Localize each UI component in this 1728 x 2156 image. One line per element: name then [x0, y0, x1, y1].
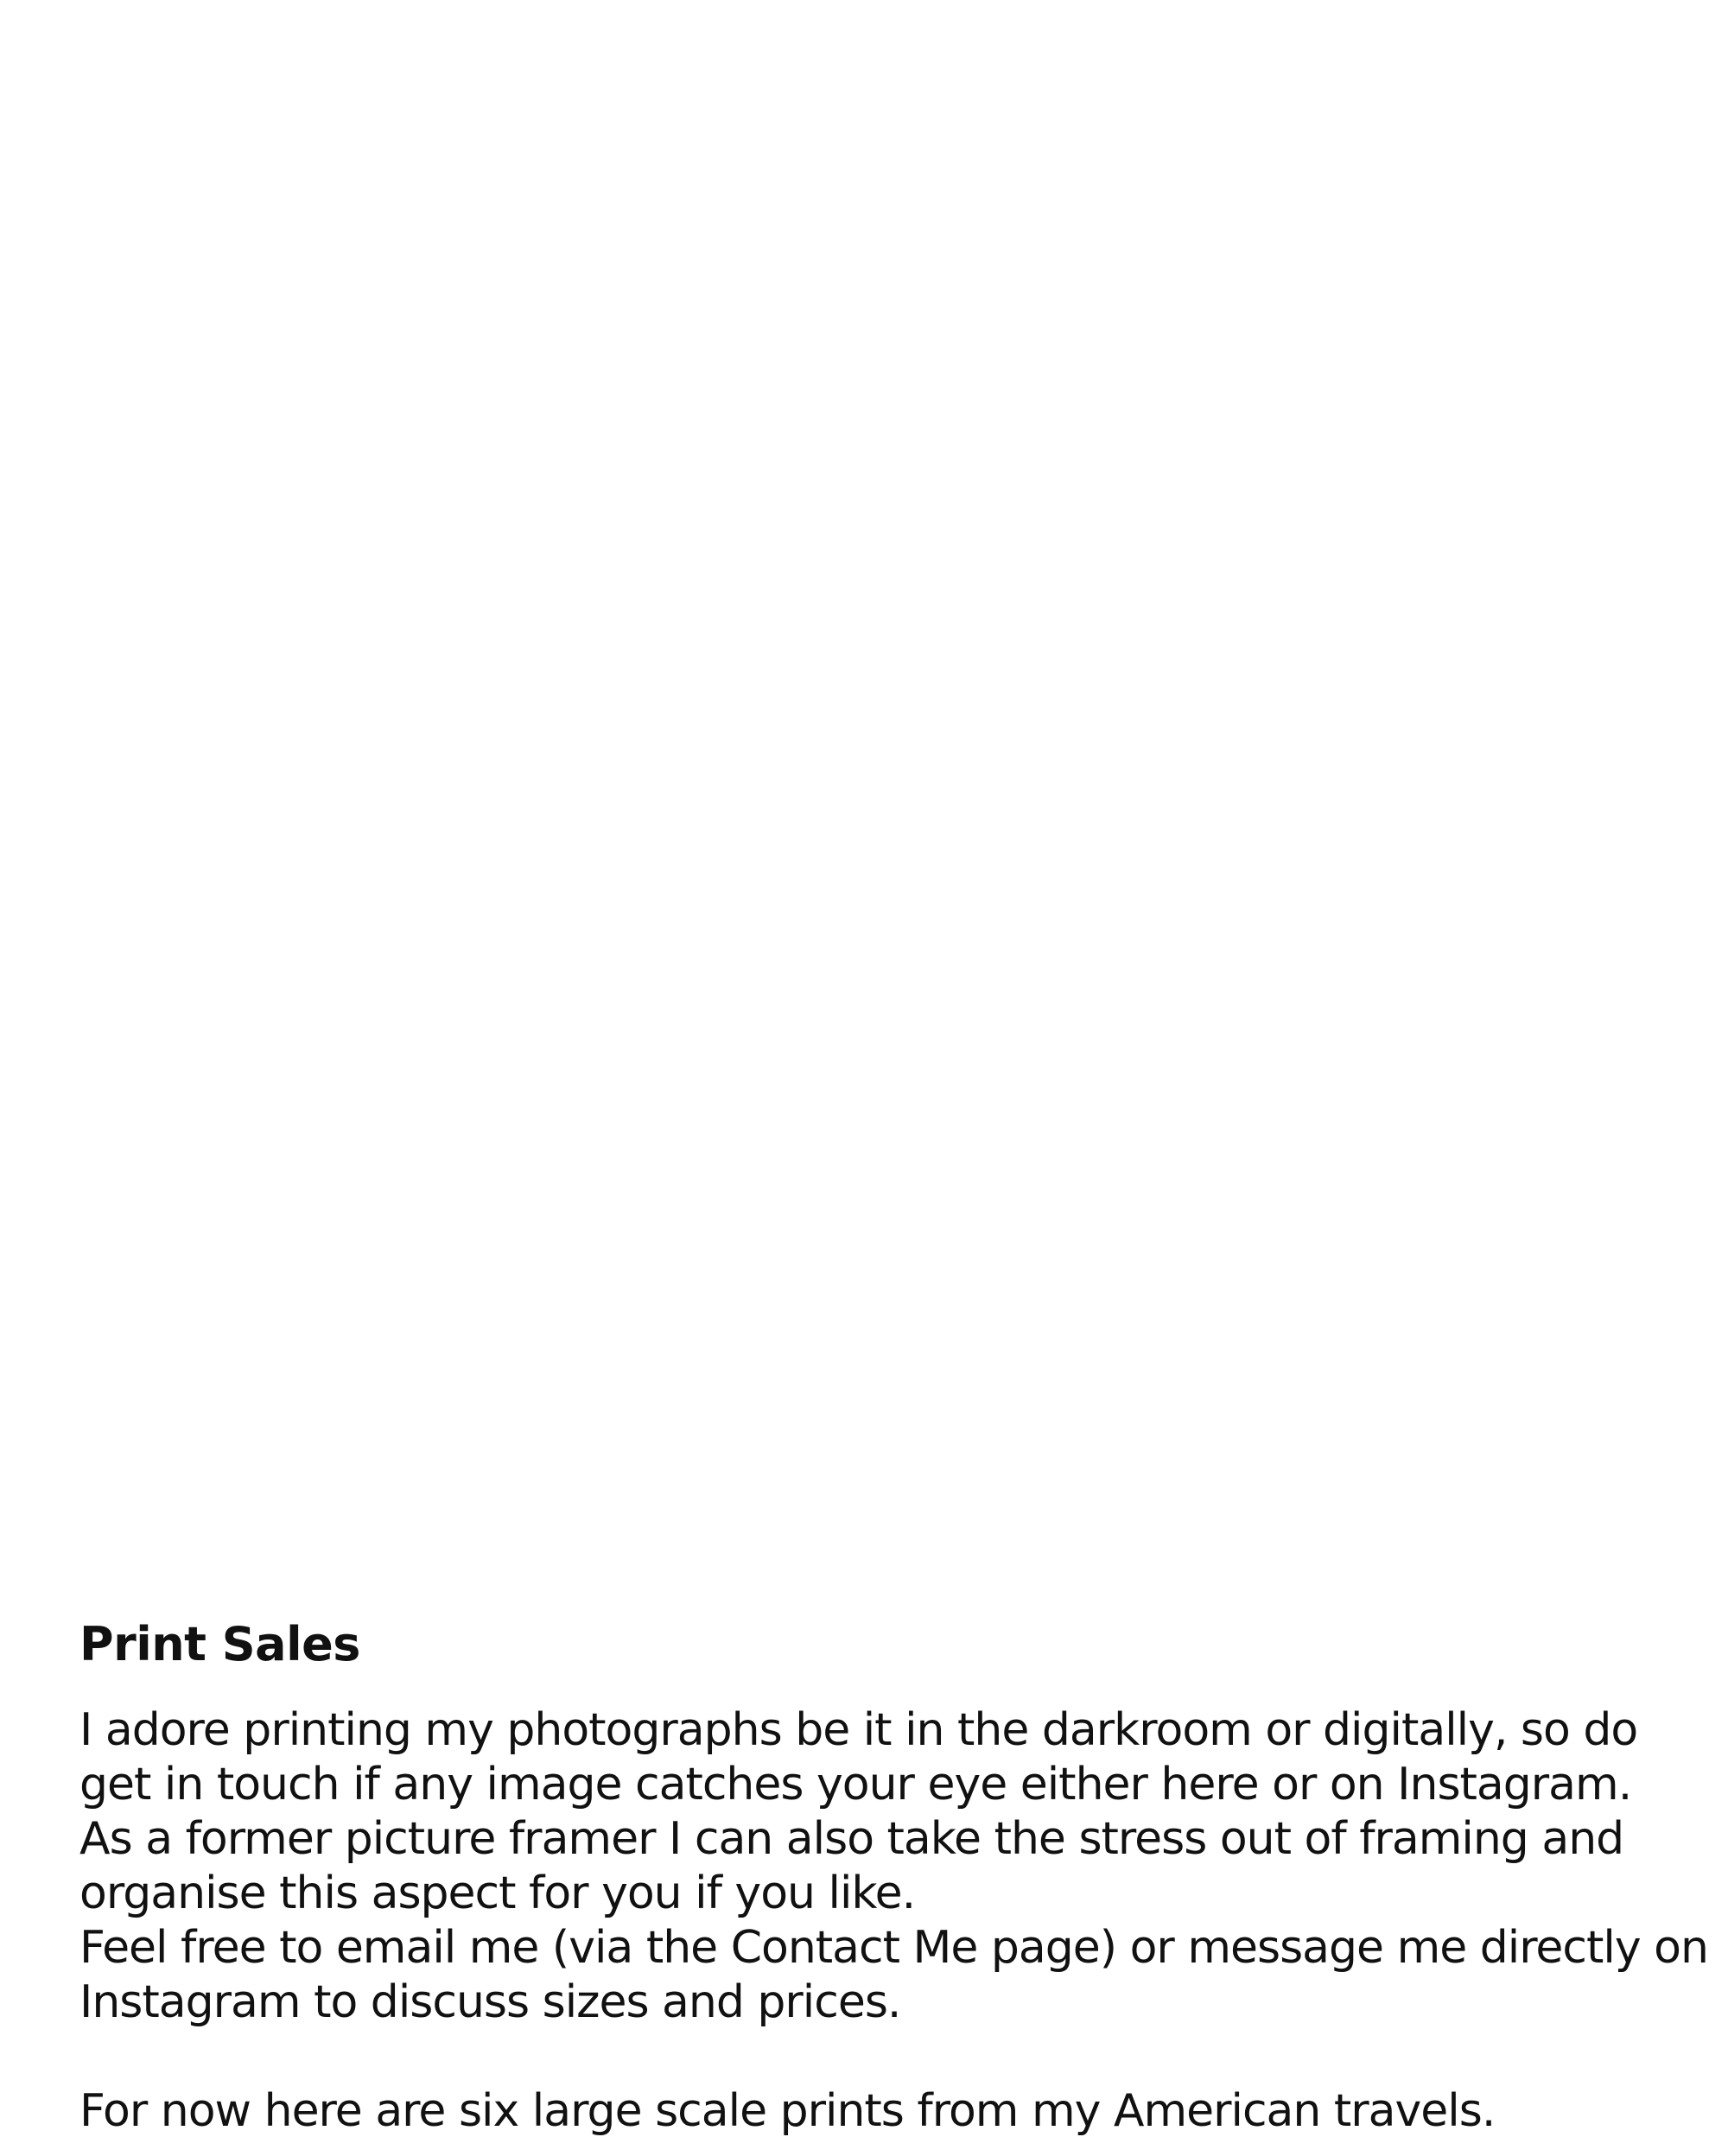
body-line: As a former picture framer I can also take the stress out of framing and: [79, 1813, 1624, 1865]
body-line: get in touch if any image catches your eye either here or on Instagram.: [79, 1759, 1632, 1810]
paragraph-spacer: [79, 2030, 1704, 2084]
body-text: [79, 1703, 1708, 2030]
section-title: Print Sales: [79, 1617, 360, 1671]
body-line: organise this aspect for you if you like.: [79, 1867, 916, 1919]
print-sales-section: [79, 1617, 1708, 2139]
closing-line: For now here are six large scale prints from my American travels.: [79, 2085, 1496, 2137]
body-line: Feel free to email me (via the Contact Me page) or message me directly on: [79, 1922, 1708, 1974]
body-line: Instagram to discuss sizes and prices.: [79, 1976, 901, 2028]
closing-text: [79, 2084, 1704, 2139]
body-line: I adore printing my photographs be it in the darkroom or digitally, so do: [79, 1704, 1638, 1756]
